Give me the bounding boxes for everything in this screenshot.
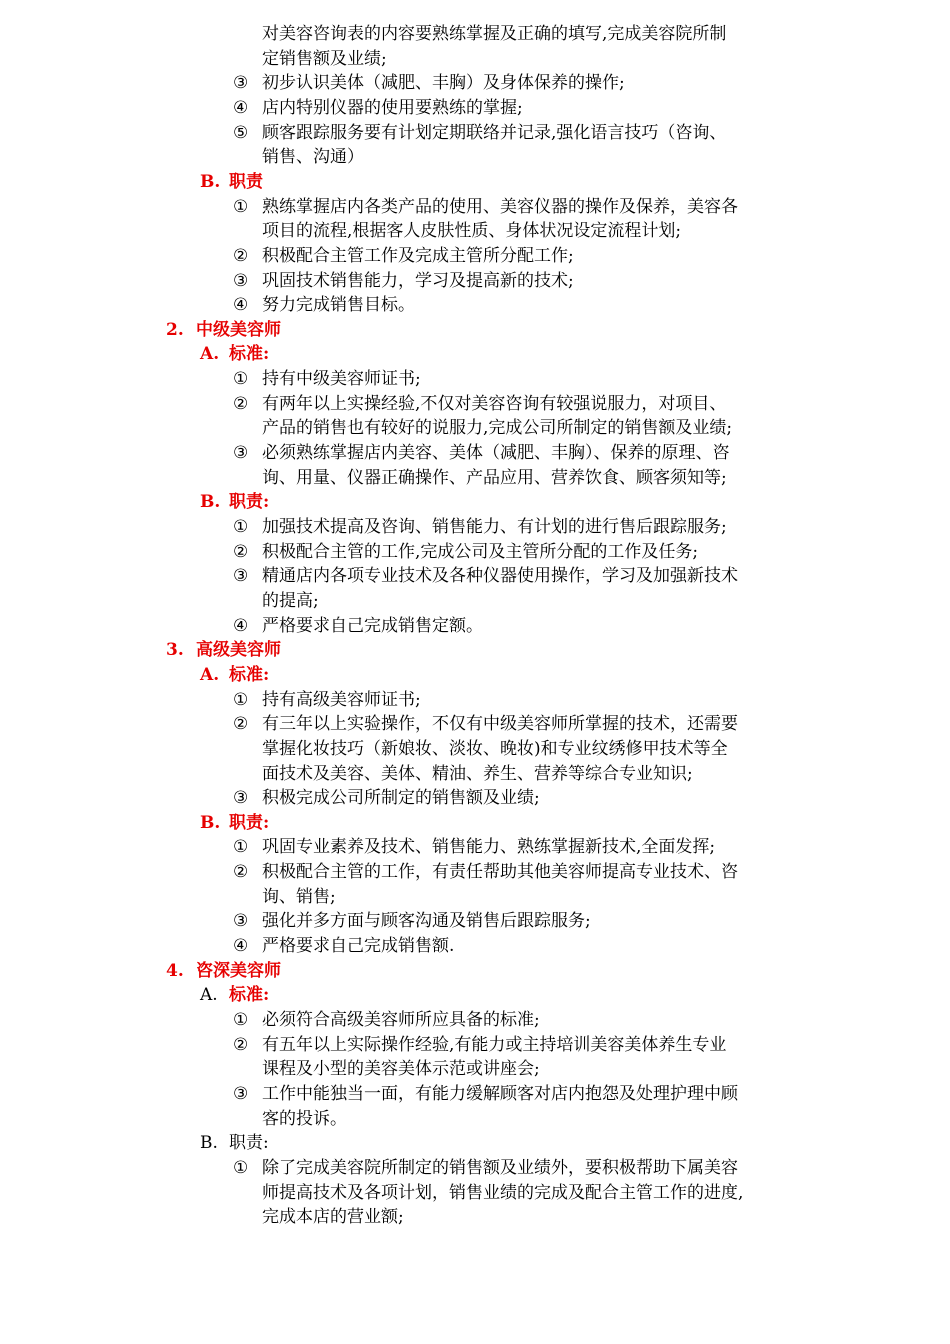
item-text: 努力完成销售目标。 bbox=[262, 295, 415, 315]
item-text: 询、销售; bbox=[262, 887, 336, 907]
subsection-letter: A. bbox=[200, 985, 218, 1005]
item-text: 积极配合主管的工作，有责任帮助其他美容师提高专业技术、咨 bbox=[262, 862, 738, 882]
item-number: ③ bbox=[233, 566, 249, 586]
subsection-letter: B. bbox=[200, 813, 221, 833]
list-item bbox=[0, 293, 950, 317]
list-item bbox=[0, 540, 950, 564]
item-text: 必须熟练掌握店内美容、美体（减肥、丰胸）、保养的原理、咨 bbox=[262, 443, 730, 463]
section-heading bbox=[0, 959, 950, 983]
item-text: 完成本店的营业额; bbox=[262, 1207, 404, 1227]
section-title: 咨深美容师 bbox=[196, 961, 281, 981]
list-item bbox=[0, 367, 950, 391]
list-item-continuation bbox=[0, 1181, 950, 1205]
item-text: 的提高; bbox=[262, 591, 319, 611]
item-number: ① bbox=[233, 837, 249, 857]
list-item bbox=[0, 121, 950, 145]
subsection-title: 职责 bbox=[229, 172, 263, 192]
item-number: ③ bbox=[233, 73, 249, 93]
item-number: ⑤ bbox=[233, 123, 249, 143]
item-text: 有五年以上实际操作经验,有能力或主持培训美容美体养生专业 bbox=[262, 1035, 727, 1055]
subsection-title: 职责: bbox=[229, 813, 270, 833]
list-item bbox=[0, 1008, 950, 1032]
subsection-heading bbox=[0, 811, 950, 835]
section-title: 高级美容师 bbox=[196, 640, 281, 660]
list-item-continuation bbox=[0, 219, 950, 243]
item-text: 积极完成公司所制定的销售额及业绩; bbox=[262, 788, 540, 808]
list-item-continuation bbox=[0, 1057, 950, 1081]
item-number: ③ bbox=[233, 443, 249, 463]
list-item-continuation bbox=[0, 737, 950, 761]
item-text: 面技术及美容、美体、精油、养生、营养等综合专业知识; bbox=[262, 764, 693, 784]
item-text: 持有高级美容师证书; bbox=[262, 690, 421, 710]
item-text: 巩固专业素养及技术、销售能力、熟练掌握新技术,全面发挥; bbox=[262, 837, 716, 857]
section-number: 2. bbox=[166, 320, 184, 340]
list-item-continuation bbox=[0, 466, 950, 490]
item-text: 严格要求自己完成销售额. bbox=[262, 936, 455, 956]
list-item-continuation bbox=[0, 416, 950, 440]
item-number: ④ bbox=[233, 616, 249, 636]
list-item bbox=[0, 96, 950, 120]
list-item-continuation bbox=[0, 762, 950, 786]
list-item bbox=[0, 269, 950, 293]
list-item bbox=[0, 244, 950, 268]
item-number: ③ bbox=[233, 1084, 249, 1104]
item-text: 必须符合高级美容师所应具备的标准; bbox=[262, 1010, 540, 1030]
list-item-continuation bbox=[0, 1205, 950, 1229]
item-number: ① bbox=[233, 517, 249, 537]
item-text: 强化并多方面与顾客沟通及销售后跟踪服务; bbox=[262, 911, 591, 931]
list-item bbox=[0, 1082, 950, 1106]
subsection-heading bbox=[0, 170, 950, 194]
list-item bbox=[0, 392, 950, 416]
subsection-heading bbox=[0, 490, 950, 514]
item-text: 加强技术提高及咨询、销售能力、有计划的进行售后跟踪服务; bbox=[262, 517, 727, 537]
list-item bbox=[0, 1156, 950, 1180]
item-text: 积极配合主管的工作,完成公司及主管所分配的工作及任务; bbox=[262, 542, 699, 562]
list-item bbox=[0, 515, 950, 539]
item-number: ① bbox=[233, 1158, 249, 1178]
item-number: ④ bbox=[233, 295, 249, 315]
item-text: 产品的销售也有较好的说服力,完成公司所制定的销售额及业绩; bbox=[262, 418, 733, 438]
subsection-letter: B. bbox=[200, 172, 221, 192]
item-number: ② bbox=[233, 394, 249, 414]
item-number: ③ bbox=[233, 788, 249, 808]
subsection-title: 标准: bbox=[229, 985, 270, 1005]
list-item bbox=[0, 712, 950, 736]
item-text: 课程及小型的美容美体示范或讲座会; bbox=[262, 1059, 540, 1079]
item-text: 项目的流程,根据客人皮肤性质、身体状况设定流程计划; bbox=[262, 221, 682, 241]
item-text: 询、用量、仪器正确操作、产品应用、营养饮食、顾客须知等; bbox=[262, 468, 727, 488]
item-text: 客的投诉。 bbox=[262, 1109, 347, 1129]
subsection-letter: A. bbox=[200, 344, 220, 364]
list-item bbox=[0, 786, 950, 810]
item-text: 精通店内各项专业技术及各种仪器使用操作，学习及加强新技术 bbox=[262, 566, 738, 586]
list-item bbox=[0, 934, 950, 958]
section-heading bbox=[0, 638, 950, 662]
list-item bbox=[0, 860, 950, 884]
item-text: 熟练掌握店内各类产品的使用、美容仪器的操作及保养，美容各 bbox=[262, 197, 738, 217]
subsection-letter: B. bbox=[200, 1133, 218, 1153]
list-item bbox=[0, 614, 950, 638]
subsection-letter: A. bbox=[200, 665, 220, 685]
item-text: 持有中级美容师证书; bbox=[262, 369, 421, 389]
list-item bbox=[0, 441, 950, 465]
item-number: ④ bbox=[233, 98, 249, 118]
subsection-title: 标准: bbox=[229, 665, 270, 685]
item-text: 严格要求自己完成销售定额。 bbox=[262, 616, 483, 636]
subsection-heading bbox=[0, 983, 950, 1007]
item-number: ③ bbox=[233, 911, 249, 931]
item-text: 除了完成美容院所制定的销售额及业绩外，要积极帮助下属美容 bbox=[262, 1158, 738, 1178]
list-item bbox=[0, 71, 950, 95]
item-text: 定销售额及业绩; bbox=[262, 49, 387, 69]
list-item bbox=[0, 564, 950, 588]
section-number: 4. bbox=[166, 961, 184, 981]
item-text: 初步认识美体（减肥、丰胸）及身体保养的操作; bbox=[262, 73, 625, 93]
item-text: 销售、沟通） bbox=[262, 147, 364, 167]
subsection-letter: B. bbox=[200, 492, 221, 512]
item-number: ② bbox=[233, 542, 249, 562]
item-text: 积极配合主管工作及完成主管所分配工作; bbox=[262, 246, 574, 266]
section-number: 3. bbox=[166, 640, 184, 660]
item-text: 工作中能独当一面，有能力缓解顾客对店内抱怨及处理护理中顾 bbox=[262, 1084, 738, 1104]
item-number: ① bbox=[233, 1010, 249, 1030]
list-item-continuation bbox=[0, 589, 950, 613]
list-item-continuation bbox=[0, 145, 950, 169]
subsection-heading bbox=[0, 342, 950, 366]
item-text: 店内特别仪器的使用要熟练的掌握; bbox=[262, 98, 523, 118]
list-item bbox=[0, 909, 950, 933]
item-number: ① bbox=[233, 690, 249, 710]
subsection-heading bbox=[0, 1131, 950, 1155]
list-item bbox=[0, 835, 950, 859]
item-text: 有三年以上实验操作，不仅有中级美容师所掌握的技术，还需要 bbox=[262, 714, 738, 734]
item-number: ① bbox=[233, 197, 249, 217]
section-title: 中级美容师 bbox=[196, 320, 281, 340]
subsection-title: 标准: bbox=[229, 344, 270, 364]
list-item bbox=[0, 688, 950, 712]
item-number: ③ bbox=[233, 271, 249, 291]
list-item-continuation bbox=[0, 1107, 950, 1131]
list-item-continuation bbox=[0, 47, 950, 71]
item-number: ① bbox=[233, 369, 249, 389]
item-text: 顾客跟踪服务要有计划定期联络并记录,强化语言技巧（咨询、 bbox=[262, 123, 727, 143]
section-heading bbox=[0, 318, 950, 342]
list-item bbox=[0, 1033, 950, 1057]
item-number: ④ bbox=[233, 936, 249, 956]
item-number: ② bbox=[233, 862, 249, 882]
item-number: ② bbox=[233, 714, 249, 734]
list-item-continuation bbox=[0, 885, 950, 909]
subsection-title: 职责: bbox=[229, 492, 270, 512]
item-number: ② bbox=[233, 1035, 249, 1055]
list-item bbox=[0, 195, 950, 219]
item-text: 有两年以上实操经验,不仅对美容咨询有较强说服力，对项目、 bbox=[262, 394, 727, 414]
item-text: 掌握化妆技巧（新娘妆、淡妆、晚妆)和专业纹绣修甲技术等全 bbox=[262, 739, 728, 759]
subsection-title: 职责: bbox=[229, 1133, 269, 1153]
item-number: ② bbox=[233, 246, 249, 266]
subsection-heading bbox=[0, 663, 950, 687]
list-item-continuation bbox=[0, 22, 950, 46]
item-text: 对美容咨询表的内容要熟练掌握及正确的填写,完成美容院所制 bbox=[262, 24, 727, 44]
item-text: 师提高技术及各项计划，销售业绩的完成及配合主管工作的进度, bbox=[262, 1183, 744, 1203]
item-text: 巩固技术销售能力，学习及提高新的技术; bbox=[262, 271, 574, 291]
